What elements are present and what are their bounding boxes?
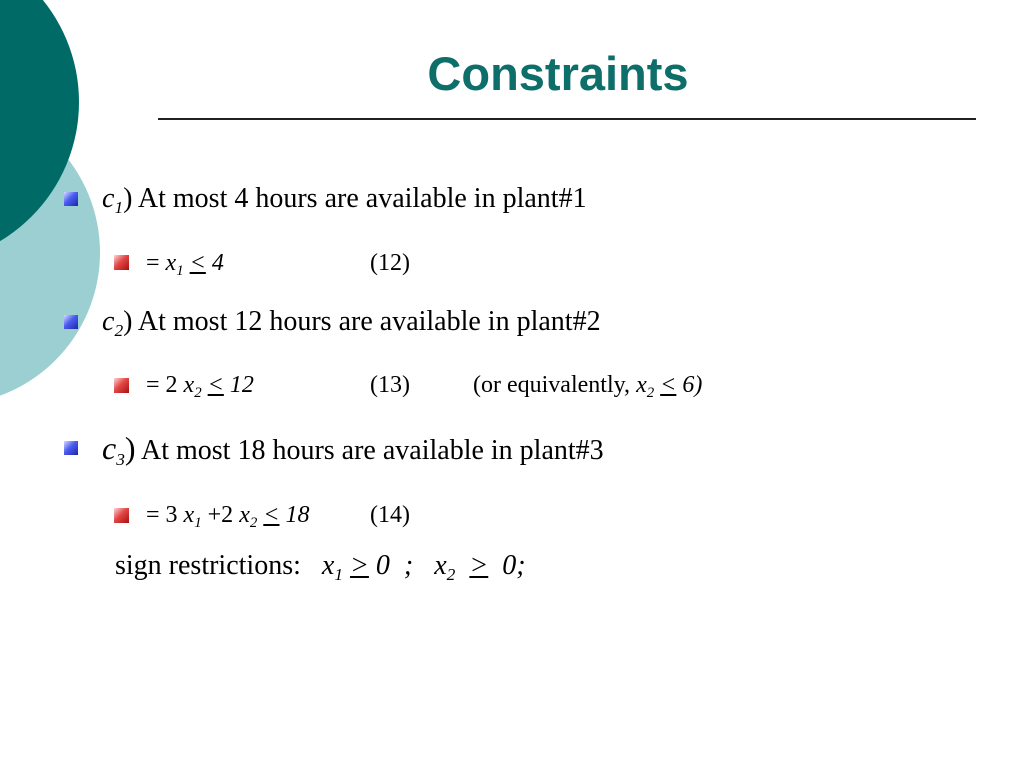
red-square-bullet-icon [114, 378, 129, 393]
red-square-bullet-icon [114, 255, 129, 270]
equation-12-number: (12) [370, 250, 410, 276]
equation-13-number: (13) [370, 372, 410, 398]
sign-restrictions: sign restrictions: $x_1 > 0$ ; $x_2 > 0$; [115, 550, 526, 585]
blue-square-bullet-icon [64, 315, 78, 329]
constraint-c2: $c_2$) At most 12 hours are available in plant#2 [102, 306, 601, 341]
equation-13-alternative: (or equivalently, $x_2 < 6$) [473, 372, 703, 402]
equation-14-number: (14) [370, 502, 410, 528]
constraint-c3: $c_3$) At most 18 hours are available in plant#3 [102, 430, 604, 470]
equation-12: = $x_1 < 4$ [146, 250, 224, 280]
title-divider [158, 118, 976, 120]
blue-square-bullet-icon [64, 192, 78, 206]
slide-title: Constraints [427, 47, 689, 100]
equation-13: = 2 $x_2 < 12$ [146, 372, 254, 402]
red-square-bullet-icon [114, 508, 129, 523]
blue-square-bullet-icon [64, 441, 78, 455]
equation-14: = 3 $x_1 +2$ $x_2 < 18$ [146, 502, 310, 532]
constraint-c1: $c_1$) At most 4 hours are available in plant#1 [102, 183, 587, 218]
